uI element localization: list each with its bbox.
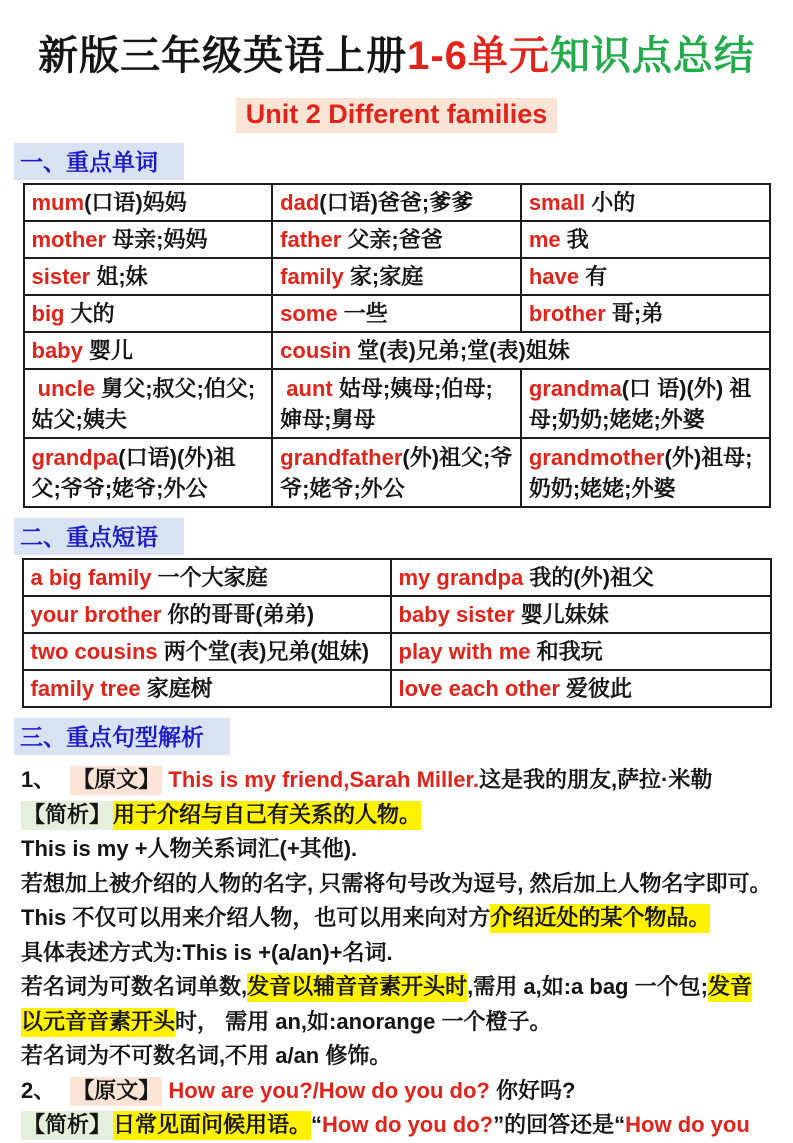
word-zh: (外)祖母;奶奶;姥姥;外婆	[528, 444, 753, 501]
word-cell	[521, 258, 770, 295]
sentence-chinese: 这是我的朋友,萨拉·米勒	[478, 767, 713, 792]
phrase-cell	[23, 670, 391, 707]
page-title	[0, 24, 793, 81]
highlighted-text: 以元音音素开头	[21, 1008, 175, 1037]
table-row	[24, 258, 770, 295]
phrase-zh: 家庭树	[140, 676, 213, 701]
quote-mark: “	[311, 1112, 323, 1137]
word-en: cousin	[280, 338, 352, 363]
phrase-zh: 你的哥哥(弟弟)	[161, 602, 315, 627]
word-en: aunt	[280, 375, 333, 401]
phrase-zh: 我的(外)祖父	[523, 565, 654, 590]
title-red: 1-6单元	[407, 34, 550, 78]
unit-subtitle: Unit 2 Different families	[236, 98, 558, 133]
phrase-cell	[23, 633, 391, 670]
word-zh: 婴儿	[82, 338, 133, 363]
word-cell	[521, 438, 770, 507]
word-cell	[24, 438, 273, 507]
word-cell	[521, 184, 770, 221]
table-row	[24, 184, 770, 221]
word-en: uncle	[31, 375, 96, 401]
word-zh: 姐;妹	[90, 264, 148, 289]
word-cell	[272, 258, 521, 295]
word-en: family	[280, 264, 344, 289]
item-number: 1、	[21, 767, 56, 792]
sentence-analysis	[21, 763, 772, 1143]
word-en: big	[31, 301, 65, 326]
item-number: 2、	[21, 1077, 56, 1103]
section-heading-words: 一、重点单词	[14, 143, 184, 180]
word-cell	[24, 295, 273, 332]
source-tag: 【原文】	[70, 766, 162, 795]
word-zh: 母亲;妈妈	[106, 227, 208, 252]
word-en: mum	[31, 190, 85, 215]
word-zh: (口语)妈妈	[84, 190, 187, 215]
title-black: 新版三年级英语上册	[38, 34, 408, 78]
table-row	[23, 670, 771, 707]
word-cell	[272, 221, 521, 258]
sentence-english: How do you do?	[322, 1112, 494, 1137]
analysis-line-2	[21, 798, 772, 833]
word-en: grandma	[528, 375, 622, 401]
analysis-tag: 【简析】	[21, 1111, 113, 1140]
analysis-line-8	[21, 1005, 772, 1040]
analysis-line-3	[21, 832, 772, 867]
phrase-cell	[23, 596, 391, 633]
word-en: dad	[280, 190, 320, 215]
section-heading-sentences: 三、重点句型解析	[14, 718, 230, 755]
body-text: 时， 需用 an,如:anorange 一个橙子。	[175, 1008, 552, 1034]
analysis-line-10	[21, 1074, 772, 1109]
phrase-cell	[391, 633, 771, 670]
highlighted-text: 发音以辅音音素开头时	[247, 973, 467, 1002]
phrase-table	[22, 558, 772, 708]
word-en: have	[528, 264, 579, 289]
sentence-english: How are you?/How do you do?	[168, 1077, 490, 1103]
word-cell	[521, 369, 770, 438]
phrase-en: baby sister	[398, 602, 515, 627]
phrase-zh: 爱彼此	[559, 676, 633, 701]
body-text: ”的回答还是“	[493, 1112, 626, 1137]
word-en: father	[280, 227, 342, 252]
highlighted-text: 发音	[708, 973, 752, 1002]
word-cell	[24, 332, 273, 369]
body-text: This 不仅可以用来介绍人物，也可以用来向对方	[21, 905, 491, 930]
word-en: me	[528, 227, 561, 252]
section-heading-row-sentences	[14, 718, 793, 755]
word-en: brother	[528, 301, 606, 326]
word-en: some	[280, 301, 338, 326]
phrase-en: your brother	[30, 602, 162, 627]
word-zh: 舅父;叔父;伯父;姑父;姨夫	[31, 375, 256, 432]
highlighted-text: 用于介绍与自己有关系的人物。	[113, 801, 421, 830]
phrase-zh: 和我玩	[530, 639, 603, 664]
word-zh: 父亲;爸爸	[341, 227, 443, 252]
section-heading-row-words	[14, 143, 793, 180]
phrase-en: two cousins	[30, 639, 158, 664]
word-zh: 有	[578, 264, 608, 289]
analysis-line-11	[21, 1108, 772, 1143]
word-cell	[272, 295, 521, 332]
table-row	[23, 559, 771, 596]
analysis-tag: 【简析】	[21, 801, 113, 830]
word-en: grandfather	[280, 444, 403, 470]
word-en: small	[528, 190, 586, 215]
body-text: ,需用 a,如:a bag 一个包;	[467, 974, 708, 999]
phrase-cell	[23, 559, 391, 596]
sentence-chinese: 你好吗?	[489, 1077, 576, 1103]
sentence-english: How do you	[625, 1112, 750, 1137]
word-cell	[521, 295, 770, 332]
title-green: 知识点总结	[549, 34, 755, 78]
subtitle-row	[0, 98, 793, 133]
phrase-zh: 两个堂(表)兄弟(姐妹)	[157, 639, 370, 664]
sentence-english: This is my friend,Sarah Miller.	[168, 767, 479, 792]
word-zh: 我	[560, 227, 589, 252]
body-text: 若名词为不可数名词,不用 a/an 修饰。	[21, 1043, 392, 1068]
phrase-cell	[391, 670, 771, 707]
word-cell	[521, 221, 770, 258]
word-cell	[272, 438, 521, 507]
phrase-en: family tree	[30, 676, 141, 701]
analysis-line-9	[21, 1039, 772, 1074]
table-row	[23, 596, 771, 633]
highlighted-text: 日常见面问候用语。	[113, 1111, 311, 1140]
word-en: grandpa	[31, 444, 119, 470]
phrase-en: my grandpa	[398, 565, 524, 590]
section-heading-phrases: 二、重点短语	[14, 518, 184, 555]
analysis-line-1	[21, 763, 772, 798]
word-zh: (口语)(外)祖父;爷爷;姥爷;外公	[31, 444, 236, 501]
body-text: 若名词为可数名词单数,	[21, 974, 248, 999]
table-row	[24, 332, 770, 369]
word-en: sister	[31, 264, 91, 289]
analysis-line-7	[21, 970, 772, 1005]
word-zh: 哥;弟	[605, 301, 664, 326]
phrase-zh: 一个大家庭	[151, 565, 268, 590]
body-text: 具体表述方式为:This is +(a/an)+名词.	[21, 939, 393, 965]
source-tag: 【原文】	[70, 1077, 162, 1106]
word-cell	[24, 369, 273, 438]
word-table	[23, 183, 771, 508]
table-row	[23, 633, 771, 670]
phrase-en: a big family	[30, 565, 152, 590]
word-cell	[24, 258, 273, 295]
body-text: This is my +人物关系词汇(+其他).	[21, 836, 358, 861]
highlighted-text: 介绍近处的某个物品。	[490, 904, 710, 933]
word-zh: 姑母;姨母;伯母;婶母;舅母	[280, 375, 493, 432]
word-zh: 小的	[585, 190, 636, 215]
word-cell	[24, 184, 273, 221]
word-en: baby	[31, 338, 83, 363]
analysis-line-4	[21, 867, 772, 902]
phrase-zh: 婴儿妹妹	[514, 602, 609, 627]
analysis-line-6	[21, 936, 772, 971]
table-row	[24, 438, 770, 507]
table-row	[24, 295, 770, 332]
word-zh: (口 语)(外) 祖母;奶奶;姥姥;外婆	[528, 375, 752, 432]
word-cell	[272, 369, 521, 438]
phrase-en: love each other	[398, 676, 560, 701]
word-zh: (口语)爸爸;爹爹	[319, 190, 474, 215]
word-cell	[272, 184, 521, 221]
phrase-cell	[391, 596, 771, 633]
word-zh: (外)祖父;爷爷;姥爷;外公	[280, 444, 513, 501]
analysis-line-5	[21, 901, 772, 936]
phrase-cell	[391, 559, 771, 596]
table-row	[24, 369, 770, 438]
word-zh: 一些	[337, 301, 388, 326]
word-zh: 大的	[64, 301, 115, 326]
table-row	[24, 221, 770, 258]
word-cell	[24, 221, 273, 258]
word-en: mother	[31, 227, 107, 252]
section-heading-row-phrases	[14, 518, 793, 555]
word-zh: 家;家庭	[343, 264, 424, 289]
word-en: grandmother	[528, 444, 665, 470]
word-cell	[272, 332, 769, 369]
word-zh: 堂(表)兄弟;堂(表)姐妹	[351, 338, 570, 363]
body-text: 若想加上被介绍的人物的名字, 只需将句号改为逗号, 然后加上人物名字即可。	[21, 870, 772, 896]
phrase-en: play with me	[398, 639, 531, 664]
